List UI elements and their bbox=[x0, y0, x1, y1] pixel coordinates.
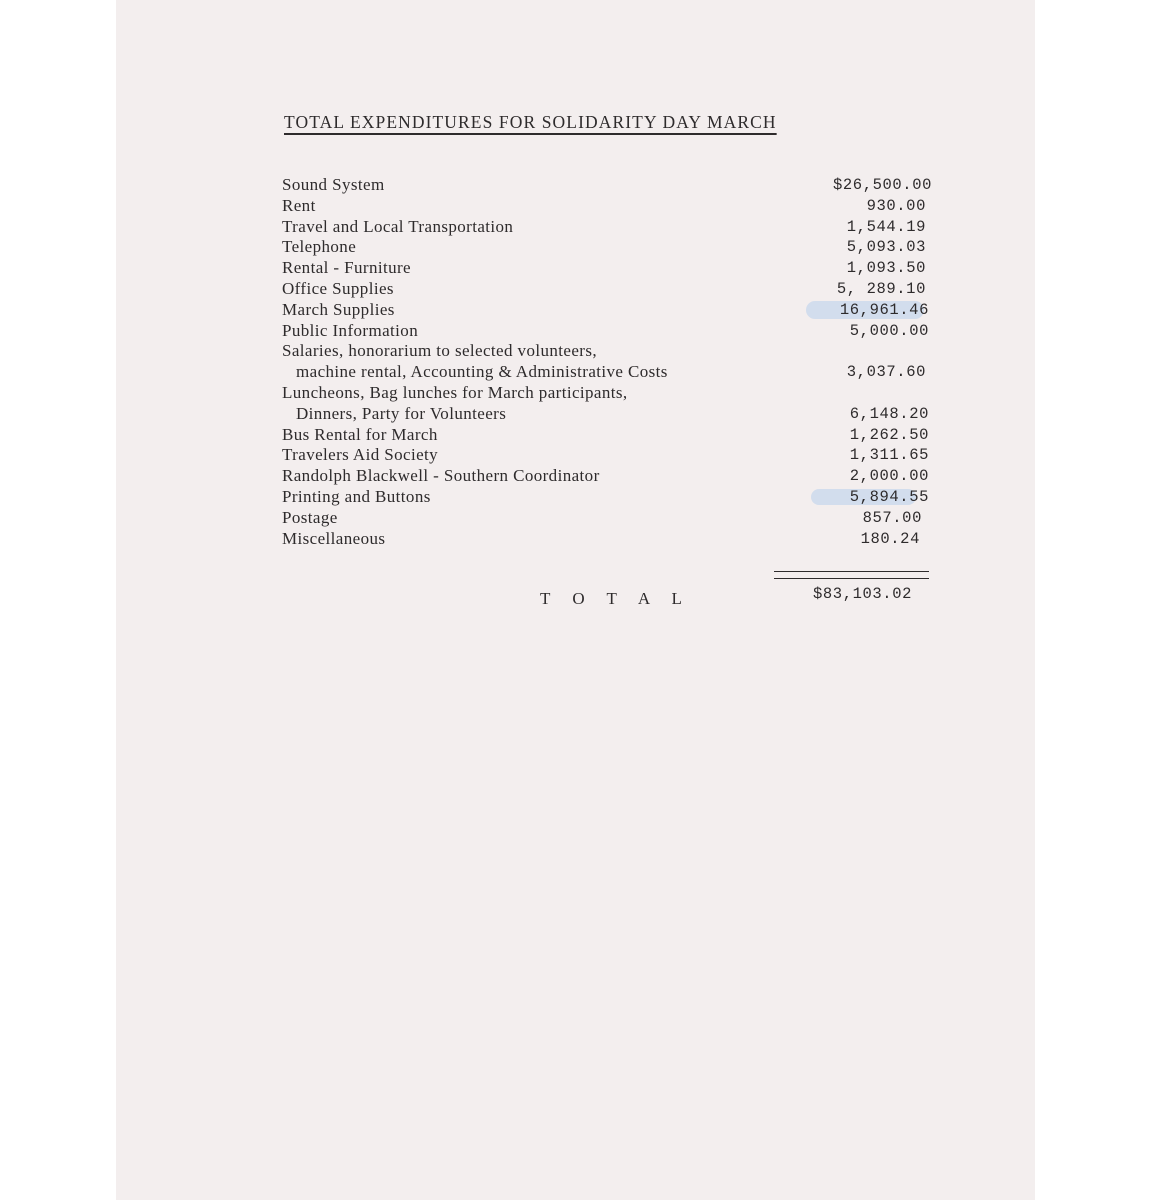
item-label: Office Supplies bbox=[282, 278, 394, 298]
list-item bbox=[282, 403, 929, 425]
total-double-rule bbox=[774, 571, 929, 585]
list-item bbox=[282, 258, 926, 279]
list-item bbox=[282, 529, 922, 550]
list-item bbox=[282, 362, 926, 383]
item-amount: 857.00 bbox=[862, 508, 922, 527]
list-item bbox=[282, 445, 929, 466]
item-label: Randolph Blackwell - Southern Coordinator bbox=[282, 466, 600, 486]
list-item bbox=[282, 486, 929, 508]
item-label: machine rental, Accounting & Administrative Costs bbox=[296, 362, 668, 382]
item-label: Dinners, Party for Volunteers bbox=[296, 403, 507, 423]
document-title: TOTAL EXPENDITURES FOR SOLIDARITY DAY MARCH bbox=[284, 112, 777, 132]
item-amount: 16,961.46 bbox=[839, 300, 929, 319]
list-item bbox=[282, 383, 922, 404]
item-label: Postage bbox=[282, 507, 338, 527]
item-amount: 5, 289.10 bbox=[836, 279, 926, 298]
expenditure-list bbox=[282, 175, 932, 549]
item-label: Travelers Aid Society bbox=[282, 445, 439, 465]
item-label: Rent bbox=[282, 195, 316, 215]
list-item bbox=[282, 237, 926, 258]
item-amount: 1,311.65 bbox=[849, 446, 929, 465]
item-amount: 180.24 bbox=[860, 529, 920, 548]
item-label: Rental - Furniture bbox=[282, 258, 412, 278]
item-amount: 5,093.03 bbox=[846, 238, 926, 257]
list-item bbox=[282, 299, 929, 321]
item-label: Miscellaneous bbox=[282, 528, 386, 548]
list-item bbox=[282, 216, 926, 238]
total-label: T O T A L bbox=[540, 589, 691, 608]
item-label: Printing and Buttons bbox=[282, 486, 431, 506]
total-amount: $83,103.02 bbox=[813, 585, 913, 603]
item-amount: 2,000.00 bbox=[849, 467, 929, 486]
expenditure-document bbox=[116, 0, 1035, 1200]
item-label: Public Information bbox=[282, 320, 419, 340]
item-amount: 5,894.55 bbox=[849, 487, 929, 506]
item-label: Luncheons, Bag lunches for March participants, bbox=[282, 382, 628, 402]
item-amount: $26,500.00 bbox=[832, 176, 932, 194]
item-label: Telephone bbox=[282, 237, 357, 257]
item-amount: 3,037.60 bbox=[846, 363, 926, 382]
list-item bbox=[282, 508, 922, 529]
rule-line bbox=[774, 578, 929, 579]
list-item bbox=[282, 424, 929, 446]
list-item bbox=[282, 175, 932, 196]
item-label: Salaries, honorarium to selected volunteers, bbox=[282, 341, 598, 361]
item-amount: 1,544.19 bbox=[846, 217, 926, 236]
list-item bbox=[282, 278, 926, 300]
paper-sheet bbox=[116, 0, 1035, 1200]
item-label: Bus Rental for March bbox=[282, 424, 438, 444]
item-label: Sound System bbox=[282, 175, 385, 194]
item-amount: 1,262.50 bbox=[849, 425, 929, 444]
item-amount: 5,000.00 bbox=[849, 321, 929, 340]
item-amount: 1,093.50 bbox=[846, 259, 926, 278]
list-item bbox=[282, 341, 922, 362]
item-label: Travel and Local Transportation bbox=[282, 216, 514, 236]
rule-line bbox=[774, 571, 929, 572]
item-amount: 930.00 bbox=[866, 196, 926, 215]
list-item bbox=[282, 195, 926, 217]
item-amount: 6,148.20 bbox=[849, 404, 929, 423]
list-item bbox=[282, 466, 929, 487]
item-label: March Supplies bbox=[282, 299, 395, 319]
list-item bbox=[282, 320, 929, 342]
